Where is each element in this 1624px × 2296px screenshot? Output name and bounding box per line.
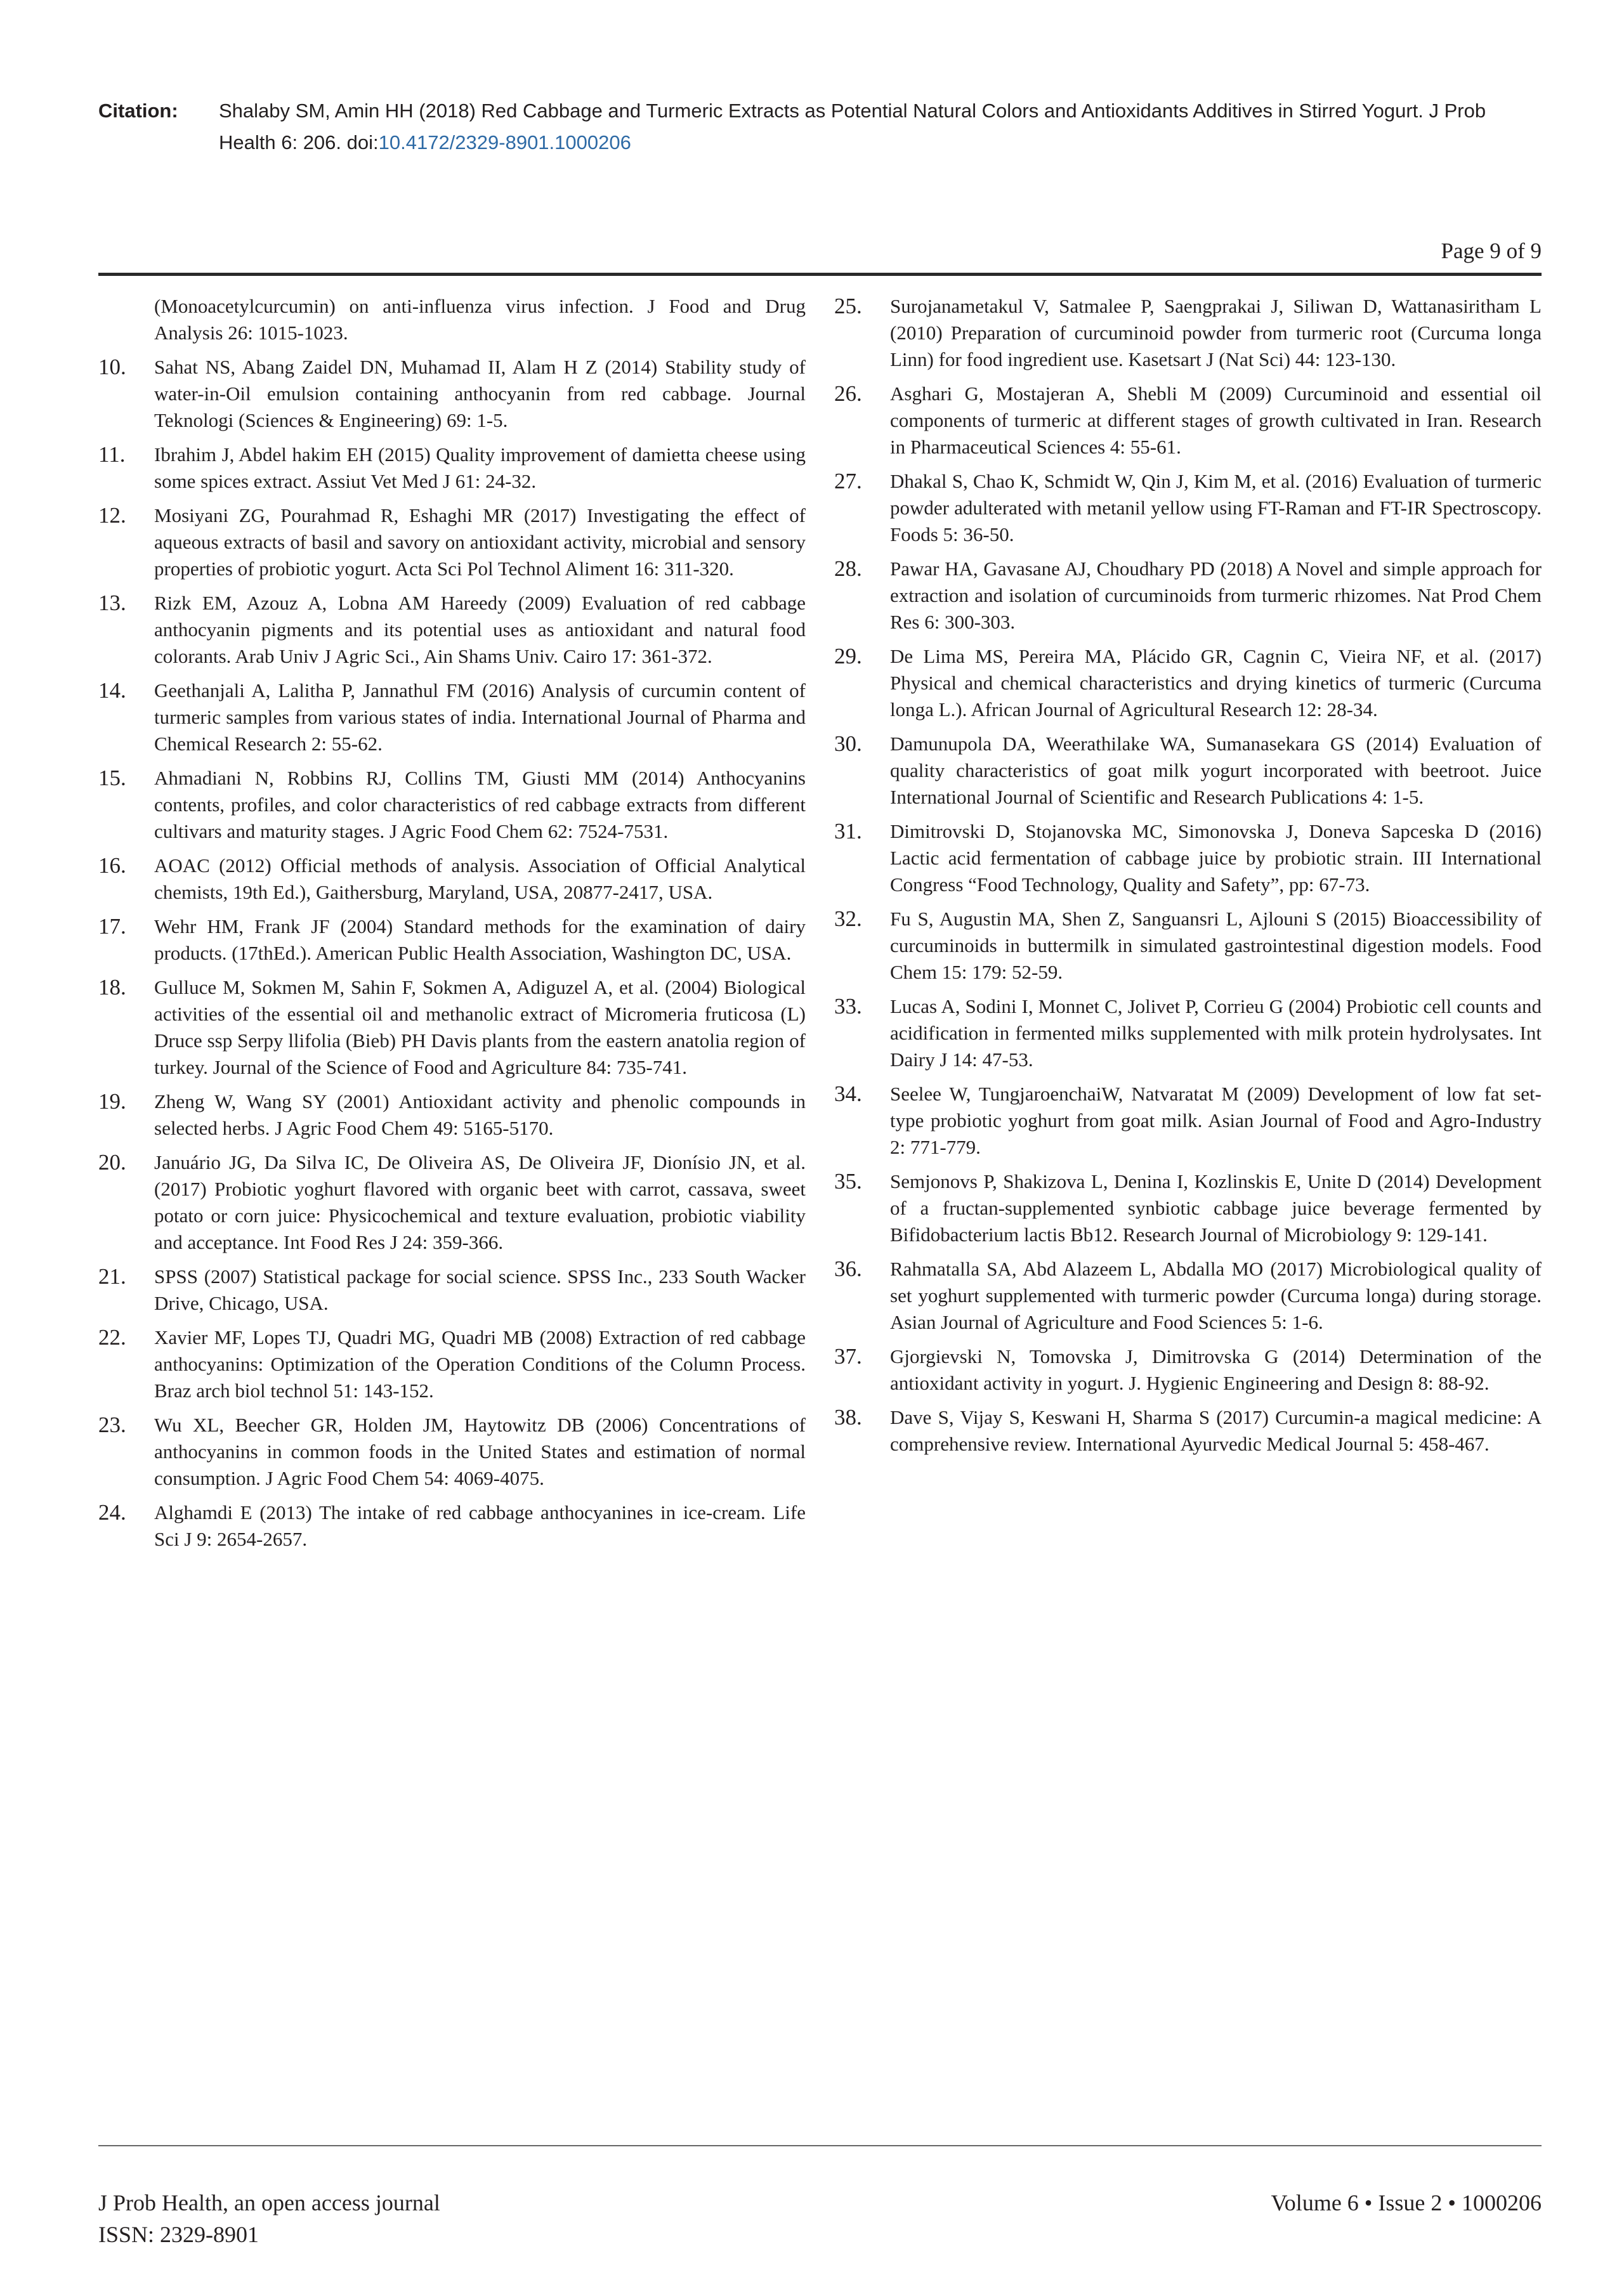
reference-text: Seelee W, TungjaroenchaiW, Natvaratat M (2009) Development of low fat set-type probiotic yoghurt from goat milk. Asian Journal of Food and Agro-Industry 2: 771-779.	[890, 1083, 1542, 1158]
reference-item	[834, 1404, 1542, 1458]
reference-number: 14.	[98, 678, 126, 703]
reference-text: Pawar HA, Gavasane AJ, Choudhary PD (2018) A Novel and simple approach for extraction and isolation of curcuminoids from turmeric rhizomes. Nat Prod Chem Res 6: 300-303.	[890, 558, 1542, 633]
reference-text: De Lima MS, Pereira MA, Plácido GR, Cagnin C, Vieira NF, et al. (2017) Physical and chemical characteristics and drying kinetics of turmeric (Curcuma longa L.). African Journal of Agricultural Research 12: 28-34.	[890, 645, 1542, 721]
reference-number: 27.	[834, 469, 862, 493]
reference-item	[834, 381, 1542, 460]
reference-item	[834, 1256, 1542, 1336]
reference-number: 18.	[98, 975, 126, 1000]
references-right-column	[834, 293, 1542, 1465]
reference-item	[98, 441, 806, 495]
reference-text: Dave S, Vijay S, Keswani H, Sharma S (2017) Curcumin-a magical medicine: A comprehensive review. International Ayurvedic Medical Journal 5: 458-467.	[890, 1406, 1542, 1455]
reference-number: 37.	[834, 1344, 862, 1369]
reference-number: 34.	[834, 1081, 862, 1106]
reference-item	[834, 556, 1542, 636]
reference-text: Fu S, Augustin MA, Shen Z, Sanguansri L, Ajlouni S (2015) Bioaccessibility of curcuminoids in buttermilk in simulated gastrointestinal digestion models. Food Chem 15: 179: 52-59.	[890, 908, 1542, 983]
reference-number: 25.	[834, 294, 862, 318]
reference-item	[98, 1412, 806, 1492]
reference-number: 21.	[98, 1264, 126, 1289]
reference-number: 26.	[834, 381, 862, 406]
reference-number: 22.	[98, 1325, 126, 1350]
reference-number: 16.	[98, 853, 126, 878]
reference-item	[98, 1263, 806, 1317]
reference-item	[834, 1168, 1542, 1248]
reference-item	[98, 913, 806, 967]
reference-text: Mosiyani ZG, Pourahmad R, Eshaghi MR (2017) Investigating the effect of aqueous extracts of basil and savory on antioxidant activity, microbial and sensory properties of probiotic yogurt. Acta Sci Pol Technol Aliment 16: 311-320.	[154, 504, 806, 580]
reference-text: SPSS (2007) Statistical package for social science. SPSS Inc., 233 South Wacker Drive, Chicago, USA.	[154, 1265, 806, 1314]
reference-text: Ibrahim J, Abdel hakim EH (2015) Quality improvement of damietta cheese using some spices extract. Assiut Vet Med J 61: 24-32.	[154, 443, 806, 492]
reference-number: 23.	[98, 1412, 126, 1437]
reference-text: Gjorgievski N, Tomovska J, Dimitrovska G (2014) Determination of the antioxidant activity in yogurt. J. Hygienic Engineering and Design 8: 88-92.	[890, 1345, 1542, 1394]
reference-item	[98, 293, 806, 346]
reference-text: Lucas A, Sodini I, Monnet C, Jolivet P, Corrieu G (2004) Probiotic cell counts and acidification in fermented milks supplemented with milk protein hydrolysates. Int Dairy J 14: 47-53.	[890, 995, 1542, 1071]
reference-number: 33.	[834, 994, 862, 1019]
reference-number: 35.	[834, 1169, 862, 1194]
reference-text: Gulluce M, Sokmen M, Sahin F, Sokmen A, Adiguzel A, et al. (2004) Biological activities of the essential oil and methanolic extract of Micromeria fruticosa (L) Druce ssp Serpy llifolia (Bieb) PH Davis plants from the eastern anatolia region of turkey. Journal of the Science of Food and Agriculture 84: 735-741.	[154, 976, 806, 1078]
reference-item	[98, 765, 806, 845]
reference-number: 30.	[834, 731, 862, 756]
reference-text: Geethanjali A, Lalitha P, Jannathul FM (2016) Analysis of curcumin content of turmeric samples from various states of india. International Journal of Pharma and Chemical Research 2: 55-62.	[154, 679, 806, 755]
reference-number: 24.	[98, 1500, 126, 1525]
reference-item	[98, 677, 806, 757]
reference-item	[834, 993, 1542, 1073]
reference-text: Xavier MF, Lopes TJ, Quadri MG, Quadri MB (2008) Extraction of red cabbage anthocyanins: Optimization of the Operation Conditions of the Column Process. Braz arch biol technol 51: 143-152.	[154, 1326, 806, 1402]
reference-item	[98, 1499, 806, 1553]
citation-block	[98, 95, 1545, 159]
reference-number: 28.	[834, 556, 862, 581]
reference-item	[834, 1343, 1542, 1397]
reference-text: Rahmatalla SA, Abd Alazeem L, Abdalla MO (2017) Microbiological quality of set yoghurt supplemented with turmeric powder (Curcuma longa) during storage. Asian Journal of Agriculture and Food Sciences 5: 1-6.	[890, 1258, 1542, 1333]
references-left-column	[98, 293, 806, 1560]
doi-link[interactable]: 10.4172/2329-8901.1000206	[378, 131, 631, 153]
reference-item	[98, 1088, 806, 1142]
reference-text: Wu XL, Beecher GR, Holden JM, Haytowitz DB (2006) Concentrations of anthocyanins in common foods in the United States and estimation of normal consumption. J Agric Food Chem 54: 4069-4075.	[154, 1414, 806, 1489]
reference-number: 32.	[834, 906, 862, 931]
reference-text: Sahat NS, Abang Zaidel DN, Muhamad II, Alam H Z (2014) Stability study of water-in-Oil emulsion containing anthocyanin from red cabbage. Journal Teknologi (Sciences & Engineering) 69: 1-5.	[154, 356, 806, 431]
reference-number: 20.	[98, 1150, 126, 1175]
footer-journal-info	[98, 2187, 440, 2250]
reference-number: 36.	[834, 1256, 862, 1281]
reference-number: 13.	[98, 590, 126, 615]
citation-label: Citation:	[98, 100, 178, 122]
reference-text: Januário JG, Da Silva IC, De Oliveira AS, De Oliveira JF, Dionísio JN, et al. (2017) Probiotic yoghurt flavored with organic beet with carrot, cassava, sweet potato or corn juice: Physicochemical and texture evaluation, probiotic viability and acceptance. Int Food Res J 24: 359-366.	[154, 1151, 806, 1253]
footer-issn: ISSN: 2329-8901	[98, 2222, 259, 2247]
page-number: Page 9 of 9	[1441, 238, 1542, 263]
header-divider	[98, 273, 1542, 276]
footer-volume-info: Volume 6 • Issue 2 • 1000206	[1271, 2190, 1542, 2215]
reference-number: 29.	[834, 644, 862, 669]
reference-number: 15.	[98, 766, 126, 790]
reference-text: Surojanametakul V, Satmalee P, Saengprakai J, Siliwan D, Wattanasiritham L (2010) Preparation of curcuminoid powder from turmeric root (Curcuma longa Linn) for food ingredient use. Kasetsart J (Nat Sci) 44: 123-130.	[890, 295, 1542, 370]
footer-divider	[98, 2145, 1542, 2146]
reference-item	[834, 731, 1542, 811]
reference-text: Rizk EM, Azouz A, Lobna AM Hareedy (2009) Evaluation of red cabbage anthocyanin pigments and its potential uses as antioxidant and natural food colorants. Arab Univ J Agric Sci., Ain Shams Univ. Cairo 17: 361-372.	[154, 592, 806, 667]
reference-number: 31.	[834, 819, 862, 844]
reference-number: 11.	[98, 442, 126, 467]
footer-journal-name: J Prob Health, an open access journal	[98, 2190, 440, 2215]
reference-item	[834, 643, 1542, 723]
reference-item	[98, 502, 806, 582]
reference-text: AOAC (2012) Official methods of analysis. Association of Official Analytical chemists, 19th Ed.), Gaithersburg, Maryland, USA, 20877-2417, USA.	[154, 854, 806, 903]
reference-text: Zheng W, Wang SY (2001) Antioxidant activity and phenolic compounds in selected herbs. J Agric Food Chem 49: 5165-5170.	[154, 1090, 806, 1139]
reference-item	[834, 906, 1542, 986]
reference-number: 12.	[98, 503, 126, 528]
citation-text	[219, 95, 1545, 159]
reference-text: Asghari G, Mostajeran A, Shebli M (2009) Curcuminoid and essential oil components of turmeric at different stages of growth cultivated in Iran. Research in Pharmaceutical Sciences 4: 55-61.	[890, 382, 1542, 458]
reference-item	[98, 354, 806, 434]
reference-item	[834, 1081, 1542, 1161]
reference-text: Damunupola DA, Weerathilake WA, Sumanasekara GS (2014) Evaluation of quality characteristics of goat milk yogurt incorporated with beetroot. Juice International Journal of Scientific and Research Publications 4: 1-5.	[890, 733, 1542, 808]
reference-item	[834, 818, 1542, 898]
reference-text: Dhakal S, Chao K, Schmidt W, Qin J, Kim M, et al. (2016) Evaluation of turmeric powder adulterated with metanil yellow using FT-Raman and FT-IR Spectroscopy. Foods 5: 36-50.	[890, 470, 1542, 545]
reference-text: Wehr HM, Frank JF (2004) Standard methods for the examination of dairy products. (17thEd.). American Public Health Association, Washington DC, USA.	[154, 915, 806, 964]
reference-number: 17.	[98, 914, 126, 939]
reference-number: 38.	[834, 1405, 862, 1430]
reference-number: 19.	[98, 1089, 126, 1114]
reference-text: Dimitrovski D, Stojanovska MC, Simonovska J, Doneva Sapceska D (2016) Lactic acid fermentation of cabbage juice by probiotic strain. III International Congress “Food Technology, Quality and Safety”, pp: 67-73.	[890, 820, 1542, 896]
reference-item	[98, 974, 806, 1081]
reference-number: 10.	[98, 355, 126, 379]
reference-item	[98, 1324, 806, 1404]
reference-item	[98, 1149, 806, 1256]
reference-item	[834, 468, 1542, 548]
reference-item	[98, 852, 806, 906]
reference-text: Ahmadiani N, Robbins RJ, Collins TM, Giusti MM (2014) Anthocyanins contents, profiles, and color characteristics of red cabbage extracts from different cultivars and maturity stages. J Agric Food Chem 62: 7524-7531.	[154, 767, 806, 842]
reference-text: (Monoacetylcurcumin) on anti-influenza virus infection. J Food and Drug Analysis 26: 1015-1023.	[154, 295, 806, 344]
reference-item	[834, 293, 1542, 373]
reference-item	[98, 590, 806, 670]
reference-text: Alghamdi E (2013) The intake of red cabbage anthocyanines in ice-cream. Life Sci J 9: 2654-2657.	[154, 1501, 806, 1550]
reference-text: Semjonovs P, Shakizova L, Denina I, Kozlinskis E, Unite D (2014) Development of a fructan-supplemented synbiotic cabbage juice beverage fermented by Bifidobacterium lactis Bb12. Research Journal of Microbiology 9: 129-141.	[890, 1170, 1542, 1246]
citation-body: Shalaby SM, Amin HH (2018) Red Cabbage and Turmeric Extracts as Potential Natural Colors and Antioxidants Additives in Stirred Yogurt. J Prob Health 6: 206. doi:	[219, 100, 1486, 153]
